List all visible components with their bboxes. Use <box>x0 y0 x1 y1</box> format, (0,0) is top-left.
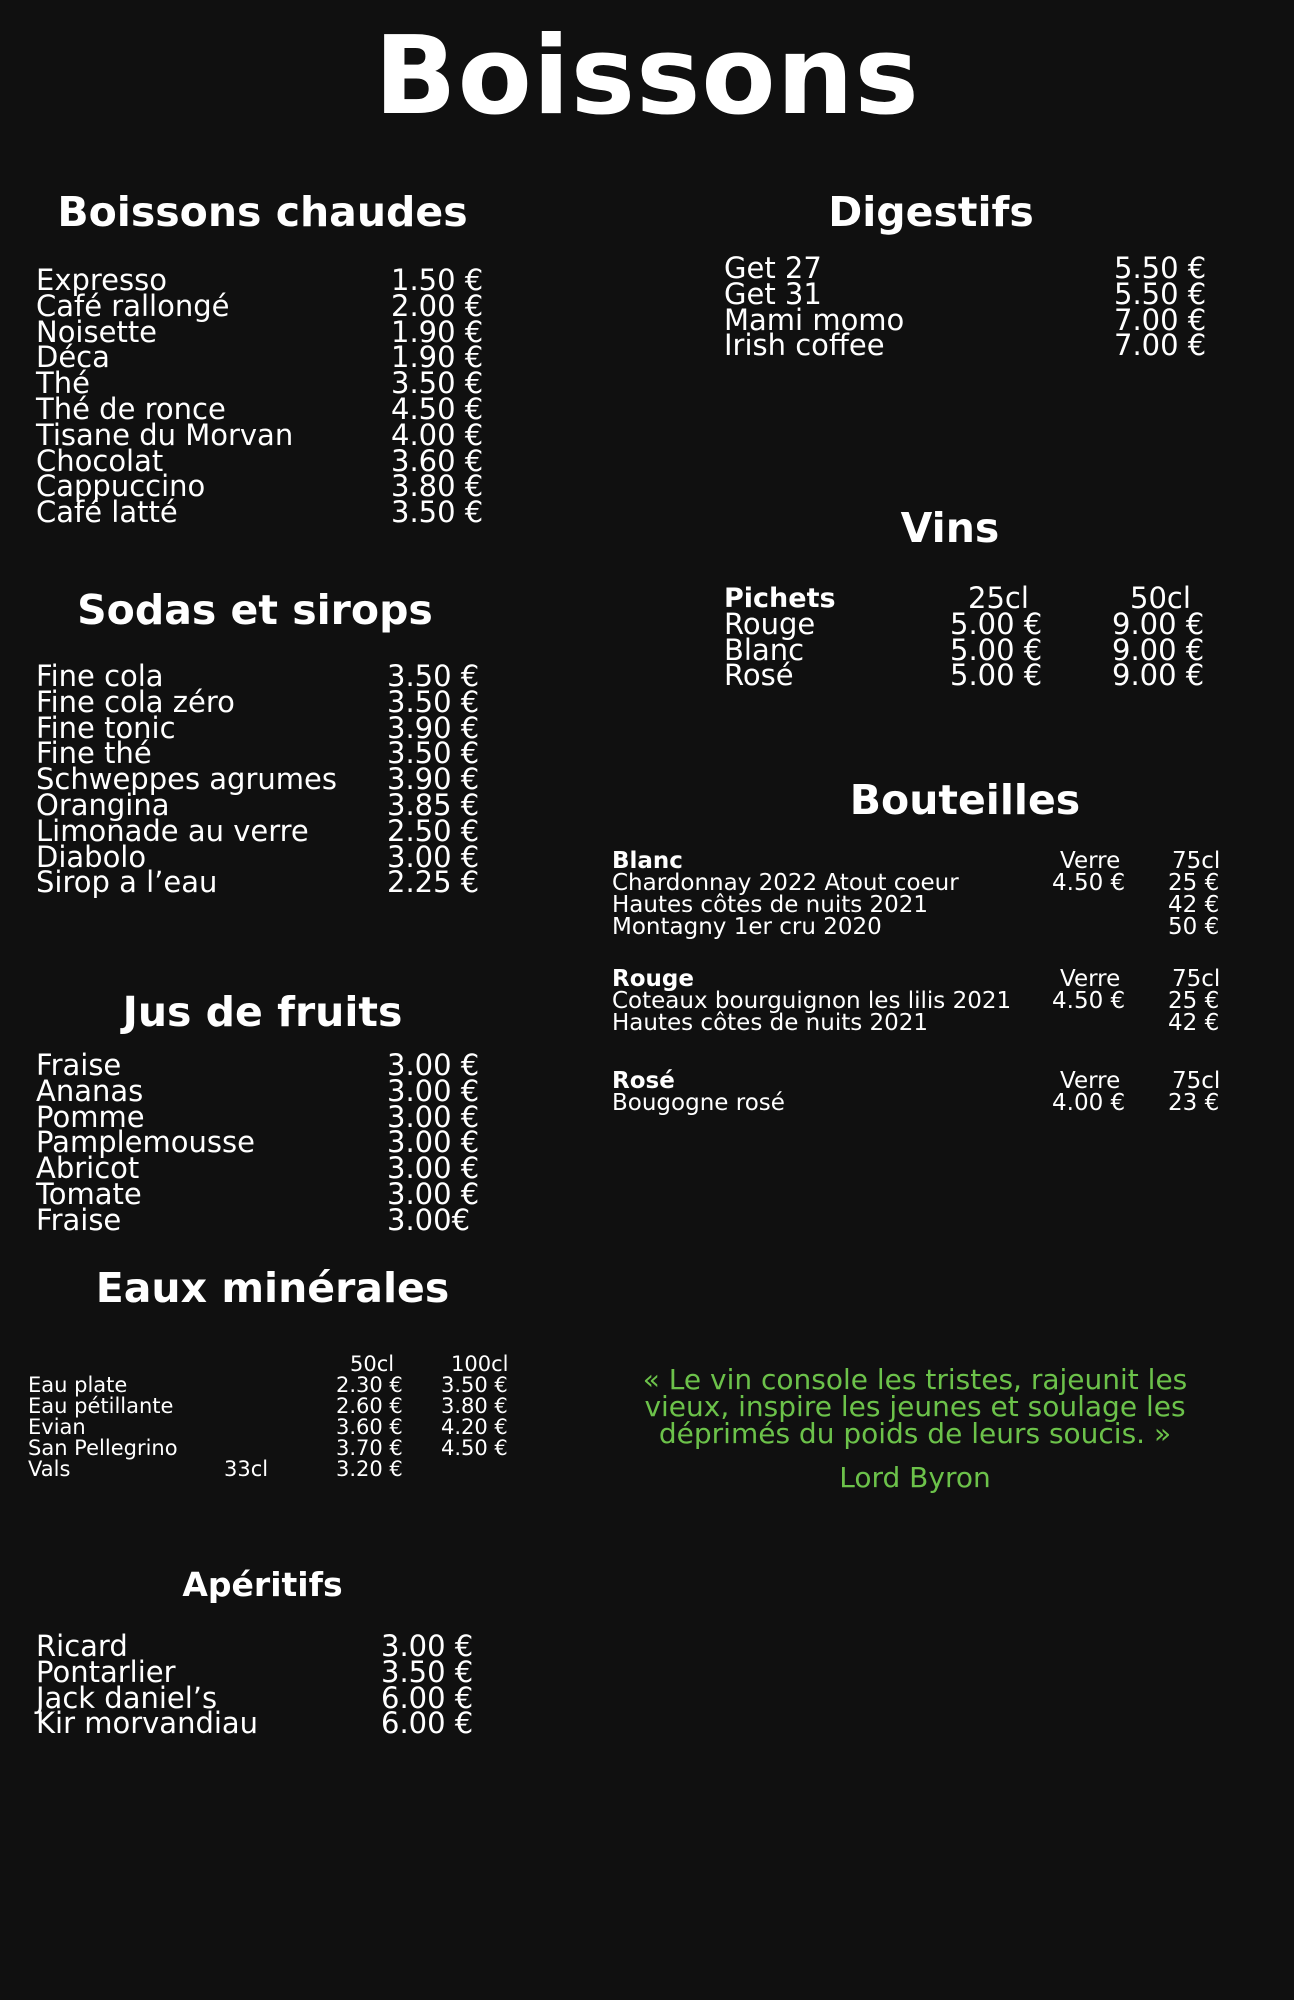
item-price: 3.90 € <box>387 762 480 797</box>
item-name: Café rallongé <box>36 288 230 323</box>
table-header <box>28 1354 528 1375</box>
bottle-price: 25 € <box>1168 870 1220 896</box>
water-price: 3.50 € <box>441 1373 508 1397</box>
water-name: Eau pétillante <box>28 1394 174 1418</box>
item-name: Pamplemousse <box>36 1125 255 1160</box>
column-header: Verre <box>1060 966 1121 992</box>
item-name: Fine cola <box>36 659 164 693</box>
column-header: Verre <box>1060 848 1121 874</box>
item-name: Schweppes agrumes <box>36 762 337 797</box>
item-price: 3.50 € <box>387 684 480 719</box>
quote-author: Lord Byron <box>839 1461 991 1494</box>
item-price: 3.00 € <box>387 1048 480 1082</box>
column-header: 75cl <box>1172 966 1221 992</box>
item-name: Fine cola zéro <box>36 684 235 719</box>
group-header <box>612 1070 1252 1092</box>
item-price: 3.00 € <box>387 1176 480 1211</box>
item-price: 3.00 € <box>387 1151 480 1186</box>
item-name: Fraise <box>36 1202 122 1237</box>
quote-line: vieux, inspire les jeunes et soulage les <box>644 1390 1186 1423</box>
bottle-glass-price: 4.50 € <box>1052 988 1126 1014</box>
item-price: 3.00€ <box>387 1202 471 1237</box>
bottle-name: Hautes côtes de nuits 2021 <box>612 892 929 918</box>
wine-price: 5.00 € <box>950 632 1043 667</box>
item-price: 1.90 € <box>391 340 484 375</box>
item-name: Tisane du Morvan <box>36 417 294 452</box>
item-name: Fraise <box>36 1048 122 1082</box>
table-row <box>28 1417 528 1438</box>
bottle-name: Chardonnay 2022 Atout coeur <box>612 870 959 896</box>
item-name: Pomme <box>36 1099 145 1134</box>
vins-title: Vins <box>900 504 1000 552</box>
item-price: 3.00 € <box>387 1073 480 1108</box>
wine-price: 9.00 € <box>1112 632 1205 667</box>
water-size: 33cl <box>224 1457 269 1481</box>
item-name: Pontarlier <box>36 1654 176 1689</box>
table-row <box>28 1396 528 1417</box>
item-name: Ricard <box>36 1629 128 1663</box>
wine-price: 5.00 € <box>950 658 1043 693</box>
quote-line: déprimés du poids de leurs soucis. » <box>658 1417 1172 1450</box>
bottle-price: 25 € <box>1168 988 1220 1014</box>
column-header: Verre <box>1060 1068 1121 1094</box>
bouteilles-title: Bouteilles <box>849 776 1081 824</box>
item-price: 3.80 € <box>391 469 484 504</box>
item-name: Limonade au verre <box>36 813 309 848</box>
item-name: Expresso <box>36 263 167 297</box>
column-header: 25cl <box>968 581 1029 615</box>
bouteilles-table <box>612 850 1252 1114</box>
column-header: Pichets <box>724 583 836 614</box>
table-row <box>612 1092 1252 1114</box>
item-price: 3.50 € <box>387 659 480 693</box>
item-price: 3.50 € <box>391 495 484 530</box>
item-name: Thé de ronce <box>36 391 226 426</box>
item-name: Thé <box>36 366 90 401</box>
aperitifs-list <box>36 1629 506 1741</box>
juices-title: Jus de fruits <box>122 988 403 1036</box>
item-price: 3.60 € <box>391 443 484 478</box>
hot-drinks-title: Boissons chaudes <box>57 188 468 236</box>
sodas-list <box>36 659 506 900</box>
water-price: 3.70 € <box>336 1436 403 1460</box>
item-name: Mami momo <box>724 302 905 337</box>
item-name: Get 27 <box>724 251 822 285</box>
quote <box>590 1363 1240 1494</box>
item-price: 3.50 € <box>391 366 484 401</box>
water-price: 4.50 € <box>441 1436 508 1460</box>
item-name: Abricot <box>36 1151 140 1186</box>
item-name: Sirop a l’eau <box>36 865 218 900</box>
table-row <box>28 1459 528 1480</box>
item-name: Tomate <box>36 1176 142 1211</box>
item-price: 5.50 € <box>1114 276 1207 311</box>
water-price: 2.30 € <box>336 1373 403 1397</box>
item-price: 3.00 € <box>387 839 480 874</box>
item-name: Déca <box>36 340 110 375</box>
item-price: 2.25 € <box>387 865 480 900</box>
list-item <box>36 1202 506 1237</box>
list-item <box>36 865 506 900</box>
digestifs-list <box>724 251 1224 363</box>
item-name: Orangina <box>36 787 170 822</box>
item-name: Jack daniel’s <box>36 1680 218 1715</box>
vins-table <box>724 581 1244 693</box>
item-name: Irish coffee <box>724 328 885 363</box>
column-header: 100cl <box>451 1352 509 1376</box>
item-name: Noisette <box>36 314 158 349</box>
table-row <box>724 658 1244 693</box>
water-price: 4.20 € <box>441 1415 508 1439</box>
bottle-price: 42 € <box>1168 892 1220 918</box>
item-name: Cappuccino <box>36 469 206 504</box>
bottle-name: Coteaux bourguignon les lilis 2021 <box>612 988 1012 1014</box>
group-name: Rouge <box>612 966 694 992</box>
waters-table <box>28 1354 528 1480</box>
water-price: 2.60 € <box>336 1394 403 1418</box>
column-header: 50cl <box>350 1352 395 1376</box>
wine-name: Rosé <box>724 658 794 693</box>
water-name: Eau plate <box>28 1373 128 1397</box>
table-row <box>612 1012 1252 1034</box>
water-name: San Pellegrino <box>28 1436 178 1460</box>
table-row <box>28 1375 528 1396</box>
item-price: 1.50 € <box>391 263 484 297</box>
item-price: 3.90 € <box>387 710 480 745</box>
wine-price: 5.00 € <box>950 606 1043 641</box>
item-name: Diabolo <box>36 839 147 874</box>
table-row <box>612 990 1252 1012</box>
water-name: Vals <box>28 1457 71 1481</box>
item-name: Fine thé <box>36 736 152 771</box>
item-price: 3.85 € <box>387 787 480 822</box>
bottle-name: Hautes côtes de nuits 2021 <box>612 1010 929 1036</box>
item-price: 6.00 € <box>381 1706 474 1741</box>
wine-name: Rouge <box>724 606 816 641</box>
item-price: 4.50 € <box>391 391 484 426</box>
group-name: Blanc <box>612 848 683 874</box>
bottle-name: Bougogne rosé <box>612 1090 785 1116</box>
item-price: 4.00 € <box>391 417 484 452</box>
sodas-title: Sodas et sirops <box>77 586 433 634</box>
group-name: Rosé <box>612 1068 675 1094</box>
group-header <box>612 850 1252 872</box>
list-item <box>724 328 1224 363</box>
item-price: 2.50 € <box>387 813 480 848</box>
table-row <box>612 894 1252 916</box>
bottle-glass-price: 4.00 € <box>1052 1090 1126 1116</box>
waters-title: Eaux minérales <box>95 1264 450 1312</box>
bottle-group <box>612 850 1252 938</box>
item-price: 3.00 € <box>387 1099 480 1134</box>
item-price: 3.50 € <box>381 1654 474 1689</box>
water-price: 3.80 € <box>441 1394 508 1418</box>
table-row <box>28 1438 528 1459</box>
water-price: 3.20 € <box>336 1457 403 1481</box>
group-header <box>612 968 1252 990</box>
item-price: 1.90 € <box>391 314 484 349</box>
item-price: 6.00 € <box>381 1680 474 1715</box>
item-price: 7.00 € <box>1114 328 1207 363</box>
wine-name: Blanc <box>724 632 805 667</box>
item-price: 3.00 € <box>381 1629 474 1663</box>
bottle-name: Montagny 1er cru 2020 <box>612 914 882 940</box>
bottle-group <box>612 968 1252 1034</box>
item-price: 3.50 € <box>387 736 480 771</box>
bottle-price: 23 € <box>1168 1090 1220 1116</box>
page-title: Boissons <box>374 14 920 139</box>
item-name: Ananas <box>36 1073 144 1108</box>
digestifs-title: Digestifs <box>828 188 1034 236</box>
item-price: 2.00 € <box>391 288 484 323</box>
column-header: 50cl <box>1130 581 1191 615</box>
bottle-glass-price: 4.50 € <box>1052 870 1126 896</box>
bottle-price: 42 € <box>1168 1010 1220 1036</box>
item-price: 3.00 € <box>387 1125 480 1160</box>
bottle-group <box>612 1070 1252 1114</box>
water-price: 3.60 € <box>336 1415 403 1439</box>
aperitifs-title: Apéritifs <box>182 1565 343 1604</box>
water-name: Evian <box>28 1415 86 1439</box>
wine-price: 9.00 € <box>1112 606 1205 641</box>
item-name: Kir morvandiau <box>36 1706 259 1741</box>
item-name: Get 31 <box>724 276 822 311</box>
item-name: Chocolat <box>36 443 164 478</box>
table-row <box>612 872 1252 894</box>
list-item <box>36 1706 506 1741</box>
table-row <box>612 916 1252 938</box>
bottle-price: 50 € <box>1168 914 1220 940</box>
juices-list <box>36 1048 506 1237</box>
wine-price: 9.00 € <box>1112 658 1205 693</box>
item-price: 5.50 € <box>1114 251 1207 285</box>
column-header: 75cl <box>1172 848 1221 874</box>
item-name: Café latté <box>36 495 178 530</box>
list-item <box>36 495 506 530</box>
item-price: 7.00 € <box>1114 302 1207 337</box>
column-header: 75cl <box>1172 1068 1221 1094</box>
hot-drinks-list <box>36 263 506 530</box>
item-name: Fine tonic <box>36 710 176 745</box>
quote-line: « Le vin console les tristes, rajeunit les <box>642 1363 1188 1396</box>
